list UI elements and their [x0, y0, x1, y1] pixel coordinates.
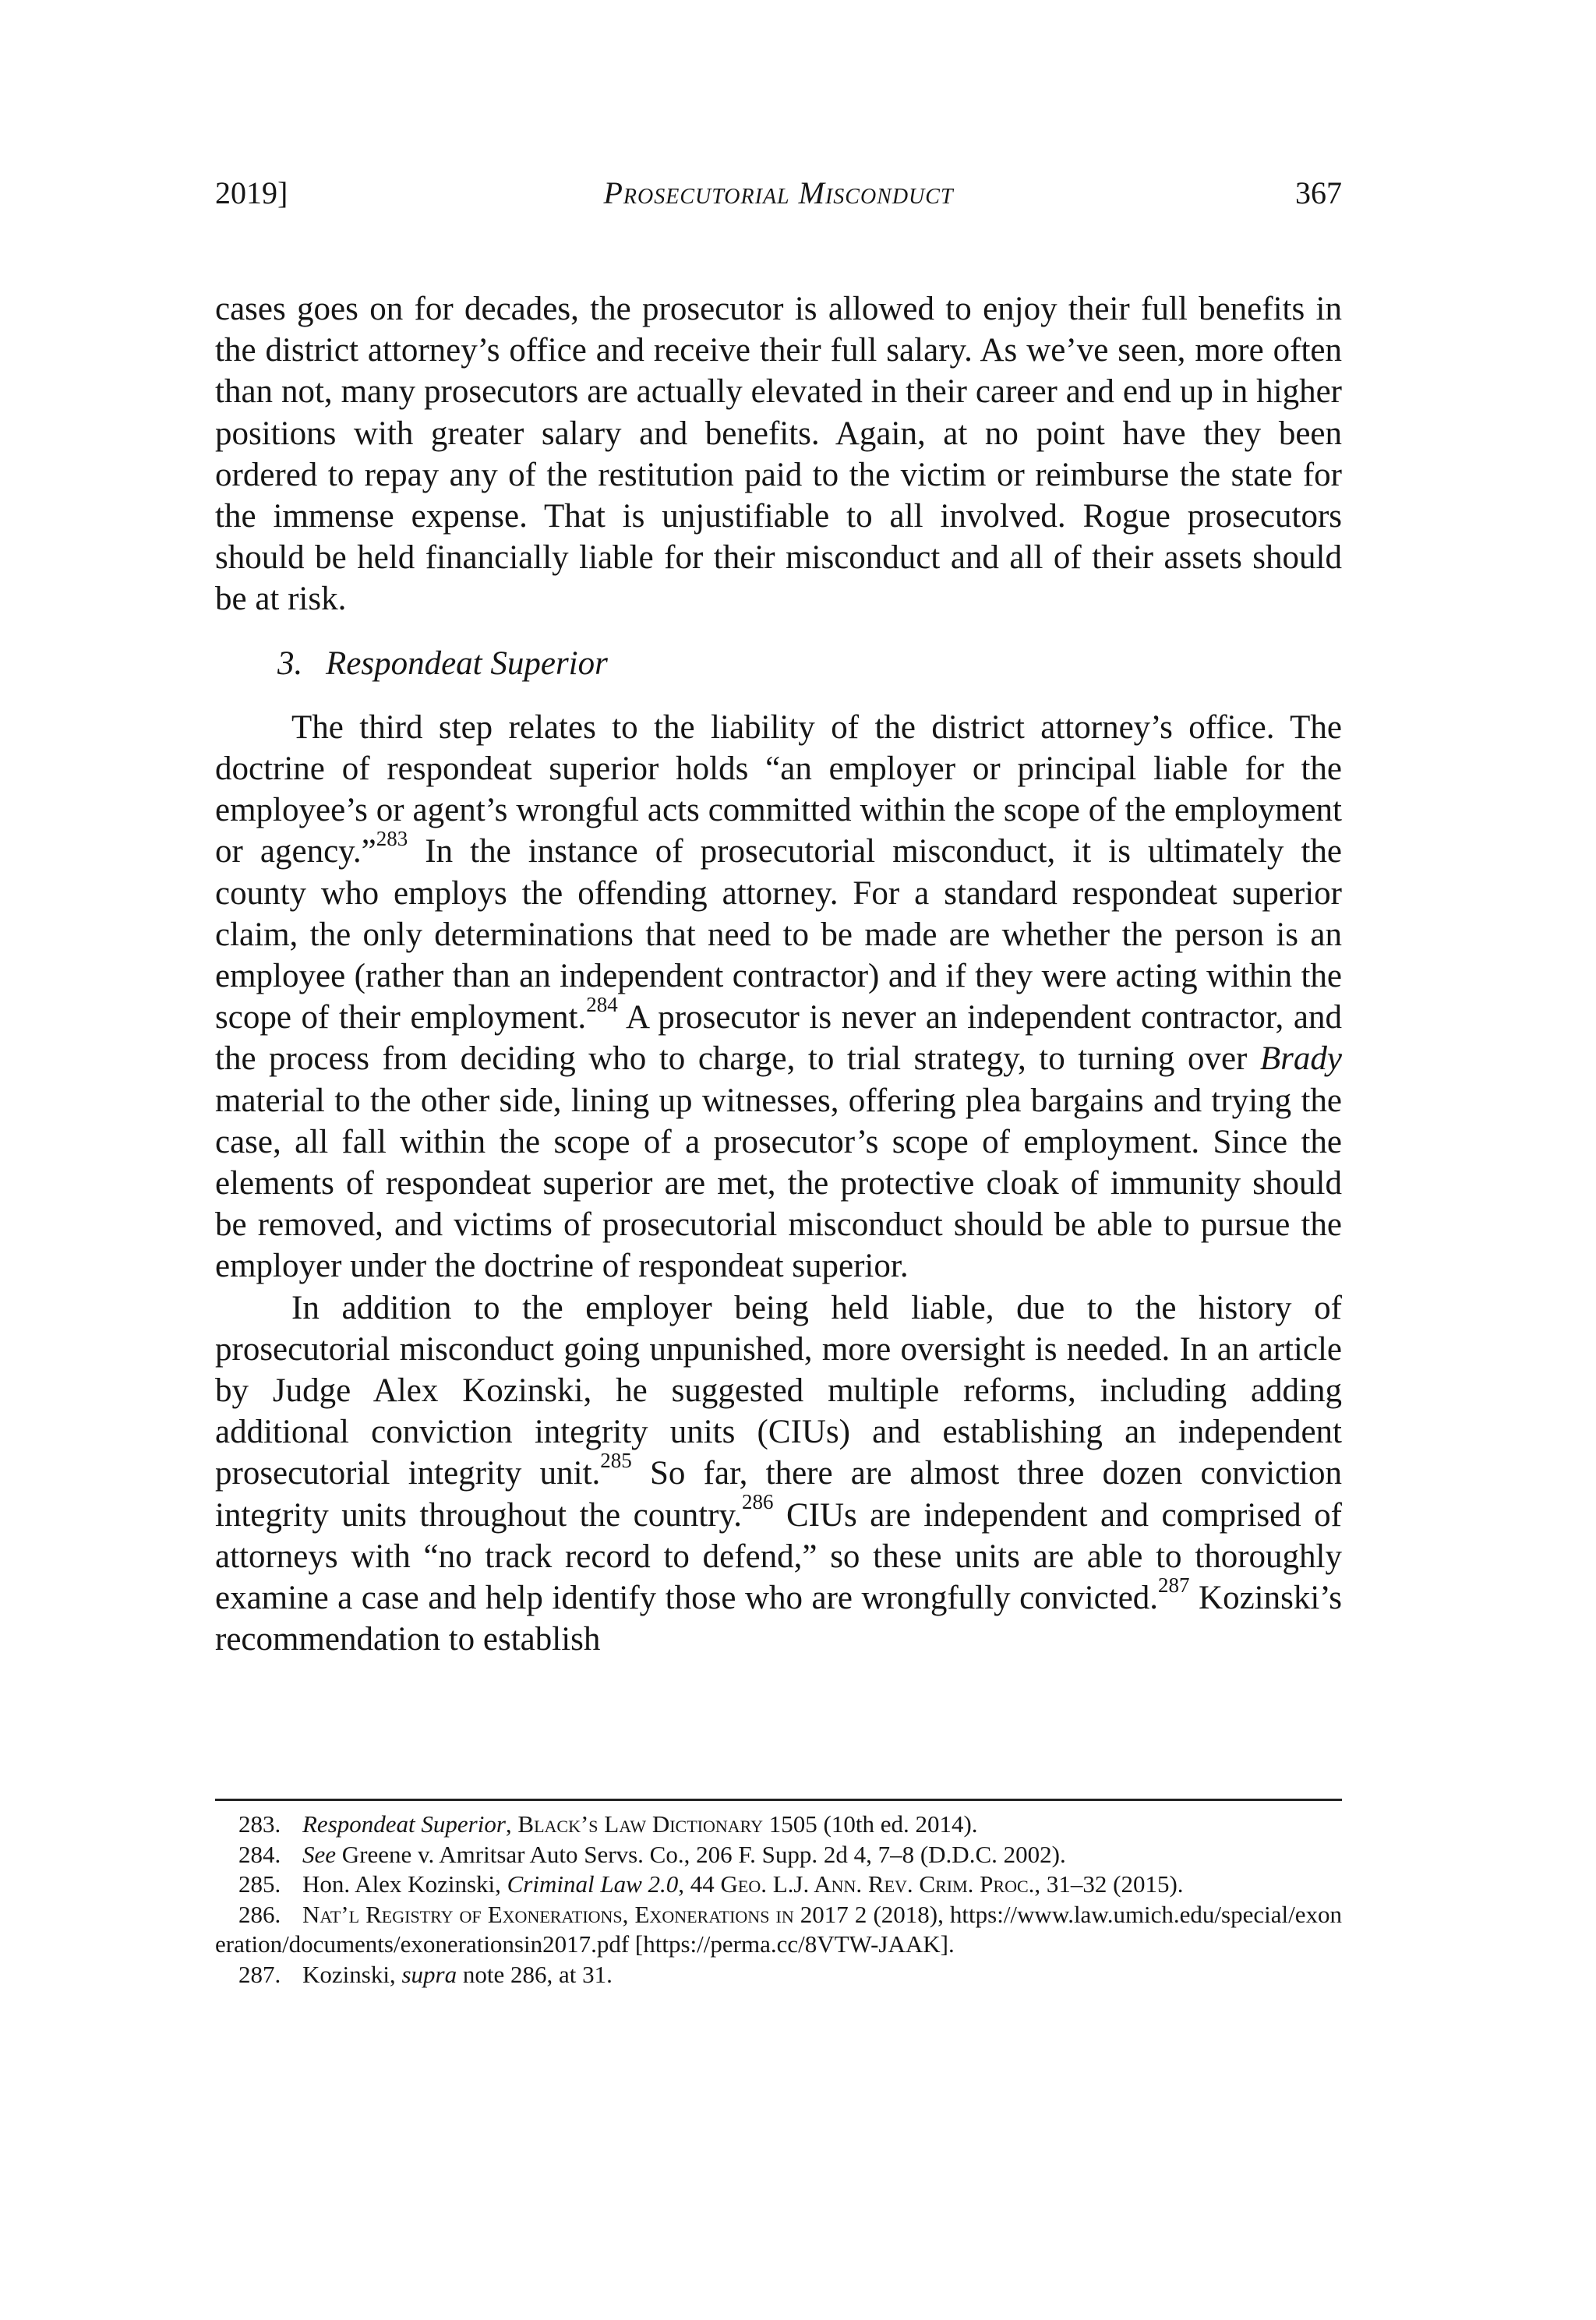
body-text	[215, 288, 1342, 1661]
paragraph-3-text-b: So far, there are almost three dozen conviction integrity units throughout the country.	[215, 1455, 1343, 1534]
paragraph-3-text-a: In addition to the employer being held liable, due to the history of prosecutorial misconduct going unpunished, more oversight is needed. In an article by Judge Alex Kozinski, he suggested multiple reforms, including adding additional conviction integrity units (CIUs) and establishing an independent prosecutorial integrity unit.	[215, 1289, 1342, 1492]
footnote-text: Greene v. Amritsar Auto Servs. Co., 206 F. Supp. 2d 4, 7–8 (D.D.C. 2002).	[336, 1840, 1066, 1868]
footnote-link[interactable]: 2 (2018), https://www.law.umich.edu/special/exoneration/documents/exonerationsin2017.pdf [https://perma.cc/8VTW-JAAK].	[215, 1900, 1342, 1958]
footnote-italic: Criminal Law 2.0	[507, 1870, 679, 1898]
paragraph-2-text-c: A prosecutor is never an independent contractor, and the process from deciding who to charge, to trial strategy, to turning over	[215, 999, 1342, 1078]
footnote-text: , 31–32 (2015).	[1034, 1870, 1184, 1898]
paragraph-3-text-c: CIUs are independent and comprised of attorneys with “no track record to defend,” so these units are able to thoroughly examine a case and help identify those who are wrongfully convicted.	[215, 1496, 1343, 1617]
header-title: Prosecutorial Misconduct	[603, 175, 954, 210]
footnote-source: Nat’l Registry of Exonerations, Exonerations in 2017	[302, 1900, 849, 1928]
paragraph-2	[215, 707, 1342, 1287]
footnote-ref-283[interactable]: 283	[376, 827, 408, 851]
header-year: 2019]	[215, 175, 288, 210]
section-title: Respondeat Superior	[326, 644, 608, 682]
footnote-number: 283.	[238, 1810, 281, 1838]
running-head	[215, 170, 1342, 217]
footnote-text: Kozinski,	[302, 1960, 402, 1988]
footnote-text: 1505 (10th ed. 2014).	[763, 1810, 978, 1838]
footnote-signal: See	[302, 1840, 337, 1868]
paragraph-3-text-d: Kozinski’s recommendation to establish	[215, 1580, 1342, 1658]
footnote-source: Black’s Law Dictionary	[517, 1810, 764, 1838]
case-name-brady: Brady	[1259, 1040, 1342, 1078]
footnote-number: 285.	[238, 1870, 281, 1898]
paragraph-2-text-a: The third step relates to the liability of the district attorney’s office. The doctrine of respondeat superior holds “an employer or principal liable for the employee’s or agent’s wrongful acts committed within the scope of the employment or agency.”	[215, 708, 1342, 870]
footnote-number: 284.	[238, 1840, 281, 1868]
footnote-text: ,	[505, 1810, 518, 1838]
footnote-text: note 286, at 31.	[457, 1960, 613, 1988]
footnote-text: , 44	[678, 1870, 721, 1898]
footnote-285	[215, 1870, 1342, 1900]
page-number: 367	[1295, 175, 1342, 210]
paragraph-2-text-d: material to the other side, lining up witnesses, offering plea bargains and trying the case, all fall within the scope of a prosecutor’s scope of employment. Since the elements of respondeat superior are met, the protective cloak of immunity should be removed, and victims of prosecutorial misconduct should be able to pursue the employer under the doctrine of respondeat superior.	[215, 1082, 1342, 1285]
footnote-text: Hon. Alex Kozinski,	[302, 1870, 507, 1898]
footnote-283	[215, 1810, 1342, 1840]
footnote-287	[215, 1960, 1342, 1990]
paragraph-1: cases goes on for decades, the prosecutor is allowed to enjoy their full benefits in the district attorney’s office and receive their full salary. As we’ve seen, more often than not, many prosecutors are actually elevated in their career and end up in higher positions with greater salary and benefits. Again, at no point have they been ordered to repay any of the restitution paid to the victim or reimburse the state for the immense expense. That is unjustifiable to all involved. Rogue prosecutors should be held financially liable for their misconduct and all of their assets should be at risk.	[215, 291, 1342, 618]
section-number: 3.	[277, 644, 303, 682]
footnote-italic: Respondeat Superior	[302, 1810, 506, 1838]
footnote-divider	[215, 1799, 1342, 1801]
footnotes	[215, 1810, 1342, 1990]
footnote-number: 286.	[238, 1900, 281, 1928]
footnote-286	[215, 1900, 1342, 1960]
footnote-number: 287.	[238, 1960, 281, 1988]
footnote-ref-284[interactable]: 284	[586, 992, 618, 1016]
footnote-284	[215, 1840, 1342, 1870]
paragraph-3	[215, 1287, 1342, 1661]
footnote-source: Geo. L.J. Ann. Rev. Crim. Proc.	[720, 1870, 1035, 1898]
footnote-ref-285[interactable]: 285	[600, 1449, 632, 1473]
section-heading	[215, 643, 1342, 684]
footnote-ref-287[interactable]: 287	[1158, 1573, 1190, 1597]
paragraph-2-text-b: In the instance of prosecutorial misconduct, it is ultimately the county who employs the offending attorney. For a standard respondeat superior claim, the only determinations that need to be made are whether the person is an employee (rather than an independent contractor) and if they were acting within the scope of their employment.	[215, 833, 1342, 1036]
footnote-italic: supra	[401, 1960, 457, 1988]
footnote-ref-286[interactable]: 286	[741, 1490, 774, 1514]
